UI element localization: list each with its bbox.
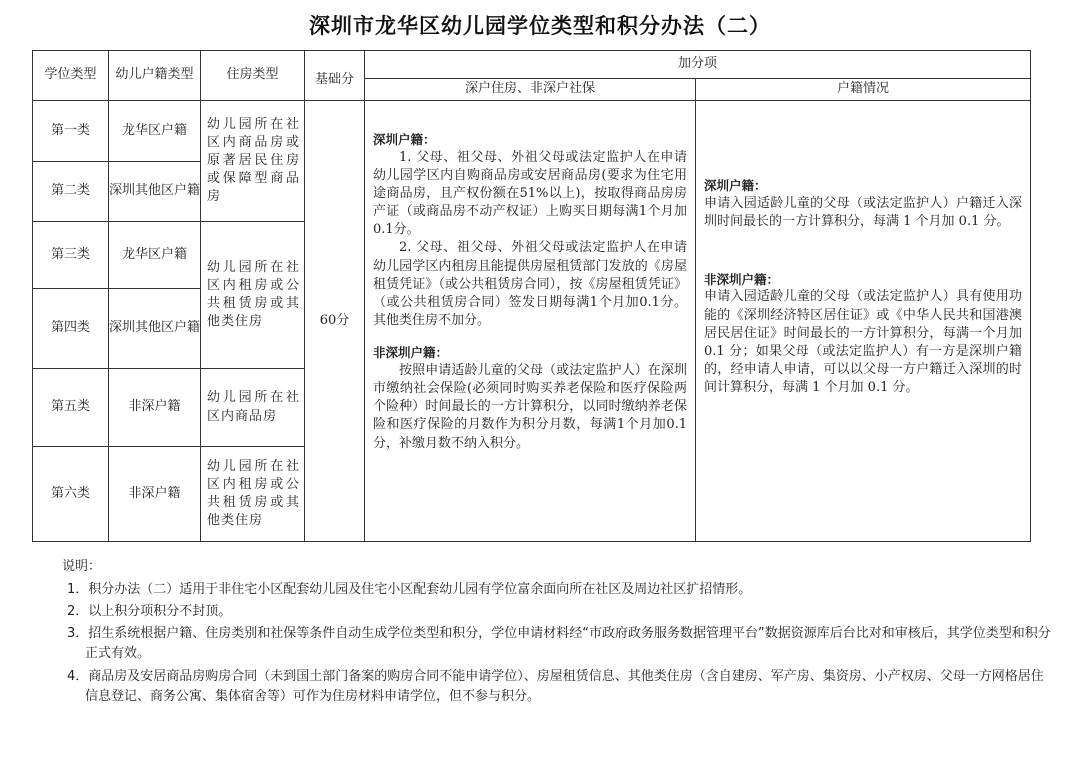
row-1-category: 第一类 <box>33 101 109 162</box>
header-bonus: 加分项 <box>365 51 1031 79</box>
row-3-hukou: 龙华区户籍 <box>109 222 201 289</box>
notes-title: 说明： <box>62 559 102 574</box>
bonus-housing-sz-item-1: 1. 父母、祖父母、外祖父母或法定监护人在申请幼儿园学区内自购商品房或安居商品房(要求为住宅用途商品房，且产权份额在51%以上)，按取得商品房房产证（或商品房不动产权证）上购买日期每满1个月加0.1分。 <box>373 149 687 238</box>
housing-owned-residential: 幼儿园所在社区内商品房或原著居民住房或保障型商品房 <box>201 101 305 222</box>
note-item-4: 4．商品房及安居商品房购房合同（未到国土部门备案的购房合同不能申请学位）、房屋租赁信息、其他类住房（含自建房、军产房、集资房、小产权房、父母一方网格居住信息登记、商务公寓、集体宿舍等）可作为住房材料申请学位，但不参与积分。 <box>67 668 1044 704</box>
bonus-housing-sz-item-2: 2. 父母、祖父母、外祖父母或法定监护人在申请幼儿园学区内租房且能提供房屋租赁部门发放的《房屋租赁凭证》（或公共租赁房合同），按《房屋租赁凭证》（或公共租赁房合同）签发日期每满1个月加0.1分。其他类住房不加分。 <box>373 240 687 329</box>
bonus-housing-sz-title: 深圳户籍： <box>373 132 436 147</box>
row-5-hukou: 非深户籍 <box>109 369 201 447</box>
note-item <box>62 624 1052 664</box>
bonus-housing-nonsz-title: 非深圳户籍： <box>373 345 449 361</box>
bonus-hukou-nonsz-title: 非深圳户籍： <box>704 271 780 287</box>
row-1-hukou: 龙华区户籍 <box>109 101 201 162</box>
header-bonus-housing: 深户住房、非深户社保 <box>365 79 696 101</box>
note-item-3: 3．招生系统根据户籍、住房类别和社保等条件自动生成学位类型和积分，学位申请材料经“市政府政务服务数据管理平台”数据资源库后台比对和审核后，其学位类型和积分正式有效。 <box>67 626 1051 662</box>
note-item <box>62 580 1052 600</box>
bonus-hukou-nonsz-text: 申请入园适龄儿童的父母（或法定监护人）具有使用功能的《深圳经济特区居住证》或《中华人民共和国港澳居民居住证》时间最长的一方计算积分，每满一个月加 0.1 分；如果父母（或法定监护人）有一方是深圳户籍的，经申请人申请，可以以父母一方户籍迁入深圳的时间计算积分，每满 1 个月加 0.1 分。 <box>704 289 1023 396</box>
housing-rental: 幼儿园所在社区内租房或公共租赁房或其他类住房 <box>201 222 305 369</box>
housing-owned-commercial: 幼儿园所在社区内商品房 <box>201 369 305 447</box>
header-bonus-hukou: 户籍情况 <box>696 79 1031 101</box>
row-2-hukou: 深圳其他区户籍 <box>109 162 201 222</box>
bonus-housing-cell <box>365 101 696 542</box>
row-2-category: 第二类 <box>33 162 109 222</box>
note-item <box>62 667 1052 707</box>
note-item <box>62 602 1052 622</box>
bonus-hukou-sz-title: 深圳户籍： <box>704 178 767 193</box>
header-hukou-type: 幼儿户籍类型 <box>109 51 201 101</box>
header-seat-type: 学位类型 <box>33 51 109 101</box>
bonus-housing-nonsz-text: 按照申请适龄儿童的父母（或法定监护人）在深圳市缴纳社会保险(必须同时购买养老保险和医疗保险两个险种）时间最长的一方计算积分，以同时缴纳养老保险和医疗保险的月数作为积分月数，每满1个月加0.1分，补缴月数不纳入积分。 <box>373 362 687 451</box>
note-item-2: 2．以上积分项积分不封顶。 <box>67 604 232 620</box>
notes-section <box>62 555 1052 709</box>
row-4-hukou: 深圳其他区户籍 <box>109 289 201 369</box>
base-score-value: 60分 <box>305 101 365 542</box>
row-6-category: 第六类 <box>33 447 109 542</box>
row-5-category: 第五类 <box>33 369 109 447</box>
housing-rental-nonsz: 幼儿园所在社区内租房或公共租赁房或其他类住房 <box>201 447 305 542</box>
bonus-hukou-sz-text: 申请入园适龄儿童的父母（或法定监护人）户籍迁入深圳时间最长的一方计算积分，每满 1 个月加 0.1 分。 <box>704 195 1023 229</box>
bonus-hukou-cell <box>696 101 1031 542</box>
note-item-1: 1．积分办法（二）适用于非住宅小区配套幼儿园及住宅小区配套幼儿园有学位富余面向所在社区及周边社区扩招情形。 <box>67 582 752 597</box>
header-base-score: 基础分 <box>305 51 365 101</box>
row-3-category: 第三类 <box>33 222 109 289</box>
header-housing-type: 住房类型 <box>201 51 305 101</box>
page-title: 深圳市龙华区幼儿园学位类型和积分办法（二） <box>309 14 771 38</box>
scoring-table <box>32 50 1031 542</box>
row-6-hukou: 非深户籍 <box>109 447 201 542</box>
row-4-category: 第四类 <box>33 289 109 369</box>
